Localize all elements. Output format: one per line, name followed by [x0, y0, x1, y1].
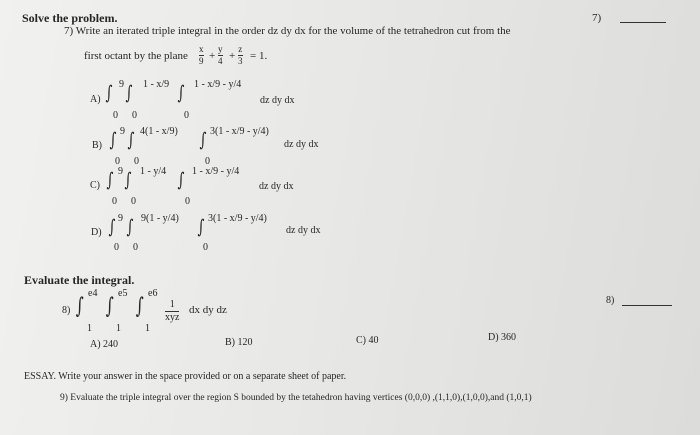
middle-lower-limit: 0 [132, 110, 137, 121]
inner-upper-limit: 3(1 - x/9 - y/4) [210, 126, 269, 137]
integral-sign-icon: ∫ [108, 216, 116, 238]
integral-sign-icon: ∫ [105, 294, 114, 319]
integral-sign-icon: ∫ [127, 129, 135, 151]
integral-sign-icon: ∫ [105, 82, 113, 104]
middle-lower-limit: 0 [134, 156, 139, 167]
plus-sign: + [229, 50, 236, 62]
q8-choice-d[interactable]: D) 360 [488, 332, 517, 343]
q8-label: 8) [62, 305, 71, 316]
option-label[interactable]: B) [92, 140, 102, 151]
q8-upper-limit-3: e6 [148, 288, 158, 299]
inner-upper-limit: 3(1 - x/9 - y/4) [208, 213, 267, 224]
differential: dz dy dx [260, 95, 295, 106]
plane-equation-tail: = 1. [250, 50, 268, 62]
q8-choice-c[interactable]: C) 40 [356, 335, 379, 346]
essay-instruction: ESSAY. Write your answer in the space provided or on a separate sheet of paper. [24, 371, 347, 382]
q7-question-line2: first octant by the plane [84, 50, 188, 62]
q8-differential: dx dy dz [189, 304, 227, 316]
integral-sign-icon: ∫ [124, 169, 132, 191]
integral-sign-icon: ∫ [197, 216, 205, 238]
q8-lower-limit-3: 1 [145, 323, 150, 334]
plane-y-fraction: y 4 [218, 44, 223, 66]
q8-answer-number: 8) [606, 295, 615, 306]
plane-x-fraction: x 9 [199, 44, 204, 66]
q8-upper-limit-1: e4 [88, 288, 98, 299]
q8-lower-limit-2: 1 [116, 323, 121, 334]
inner-lower-limit: 0 [185, 196, 190, 207]
middle-upper-limit: 4(1 - x/9) [140, 126, 178, 137]
plus-sign: + [209, 50, 216, 62]
q8-choice-b[interactable]: B) 120 [225, 337, 253, 348]
middle-upper-limit: 9(1 - y/4) [141, 213, 179, 224]
integral-sign-icon: ∫ [109, 129, 117, 151]
inner-upper-limit: 1 - x/9 - y/4 [192, 166, 240, 177]
differential: dz dy dx [284, 139, 319, 150]
q8-integrand-fraction: 1 xyz [165, 299, 180, 323]
integral-sign-icon: ∫ [75, 294, 84, 319]
outer-upper-limit: 9 [118, 166, 123, 177]
outer-lower-limit: 0 [112, 196, 117, 207]
middle-lower-limit: 0 [131, 196, 136, 207]
q8-lower-limit-1: 1 [87, 323, 92, 334]
middle-upper-limit: 1 - x/9 [143, 79, 170, 90]
q9-question-text: 9) Evaluate the triple integral over the region S bounded by the tetahedron having vertices (0,0,0) ,(1,1,0),(1,0,0),and (1,0,1) [60, 393, 532, 403]
outer-upper-limit: 9 [120, 126, 125, 137]
inner-upper-limit: 1 - x/9 - y/4 [194, 79, 242, 90]
inner-lower-limit: 0 [203, 242, 208, 253]
integral-sign-icon: ∫ [126, 216, 134, 238]
q8-choice-a[interactable]: A) 240 [90, 339, 119, 350]
q8-answer-blank[interactable] [622, 305, 672, 306]
section-title-evaluate: Evaluate the integral. [24, 273, 135, 287]
section-title-solve: Solve the problem. [22, 11, 118, 25]
integral-sign-icon: ∫ [135, 294, 144, 319]
middle-lower-limit: 0 [133, 242, 138, 253]
integral-sign-icon: ∫ [199, 129, 207, 151]
q7-answer-number: 7) [592, 12, 602, 24]
plane-z-fraction: z 3 [238, 44, 243, 66]
integral-sign-icon: ∫ [106, 169, 114, 191]
integral-sign-icon: ∫ [177, 82, 185, 104]
outer-upper-limit: 9 [119, 79, 124, 90]
inner-lower-limit: 0 [184, 110, 189, 121]
q8-upper-limit-2: e5 [118, 288, 128, 299]
integral-sign-icon: ∫ [125, 82, 133, 104]
q7-answer-blank[interactable] [620, 22, 666, 23]
middle-upper-limit: 1 - y/4 [140, 166, 167, 177]
inner-lower-limit: 0 [205, 156, 210, 167]
option-label[interactable]: C) [90, 180, 100, 191]
outer-lower-limit: 0 [114, 242, 119, 253]
option-label[interactable]: A) [90, 94, 101, 105]
outer-upper-limit: 9 [118, 213, 123, 224]
differential: dz dy dx [259, 181, 294, 192]
integral-sign-icon: ∫ [177, 169, 185, 191]
option-label[interactable]: D) [91, 227, 102, 238]
outer-lower-limit: 0 [113, 110, 118, 121]
outer-lower-limit: 0 [115, 156, 120, 167]
differential: dz dy dx [286, 225, 321, 236]
q7-question-text: 7) Write an iterated triple integral in the order dz dy dx for the volume of the tetrahedron cut from the [64, 25, 511, 37]
